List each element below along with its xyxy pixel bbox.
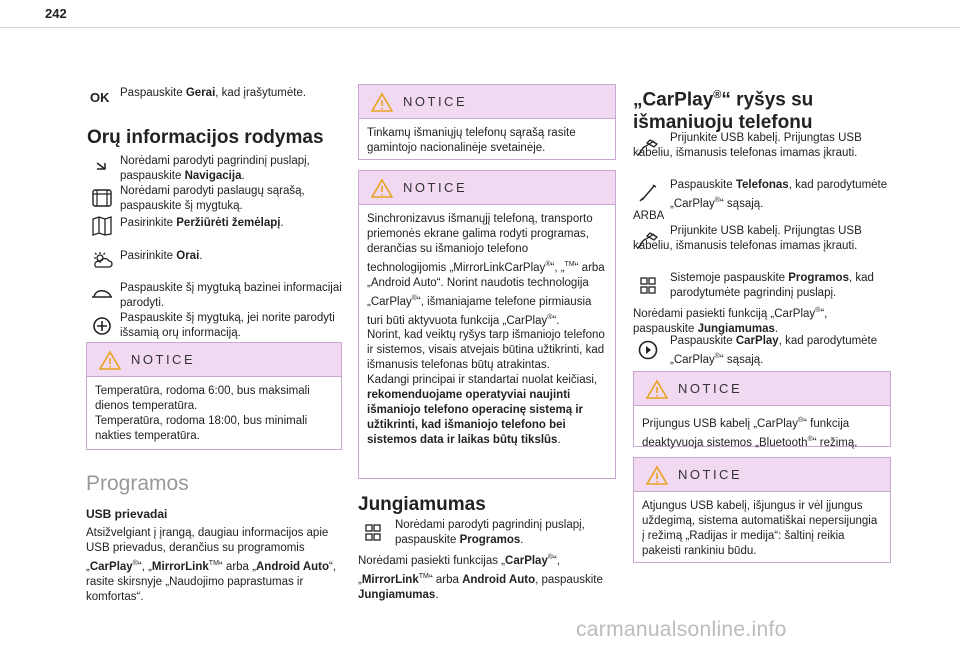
notice-box-synchronization bbox=[358, 170, 616, 479]
weather-step-2: Norėdami parodyti paslaugų sąrašą, paspauskite šį mygtuką. bbox=[120, 185, 305, 212]
weather-title: Orų informacijos rodymas bbox=[87, 127, 324, 148]
weather-step-4: Pasirinkite Orai. bbox=[120, 250, 203, 262]
notice-text: Atjungus USB kabelį, išjungus ir vėl įjungus uždegimą, sistema automatiškai nepersijungia į režimą „Radijas ir medija“: šaltinį reikia pakeisti rankiniu būdu. bbox=[642, 500, 878, 557]
notice-text: Tinkamų išmaniųjų telefonų sąrašą rasite gamintojo nacionalinėje svetainėje. bbox=[367, 127, 576, 154]
phone-handset-icon bbox=[635, 182, 661, 204]
notice-label: NOTICE bbox=[403, 180, 468, 195]
basic-info-icon bbox=[89, 283, 115, 305]
notice-label: NOTICE bbox=[678, 381, 743, 396]
weather-icon bbox=[89, 250, 115, 272]
or-separator: ARBA bbox=[633, 210, 665, 222]
notice-header bbox=[634, 372, 890, 406]
carplay-step-3: Prijunkite USB kabelį. Prijungtas USB kabeliu, išmanusis telefonas imamas įkrauti. bbox=[633, 225, 862, 252]
weather-step-3: Pasirinkite Peržiūrėti žemėlapį. bbox=[120, 217, 284, 229]
map-icon bbox=[89, 215, 115, 237]
plus-circle-icon bbox=[89, 315, 115, 337]
weather-step-6: Paspauskite šį mygtuką, jei norite parodyti išsamią orų informaciją. bbox=[120, 312, 335, 339]
notice-label: NOTICE bbox=[678, 467, 743, 482]
warning-triangle-icon bbox=[646, 465, 668, 485]
notice-header bbox=[87, 343, 341, 377]
notice-box-temperature bbox=[86, 342, 342, 450]
header-divider bbox=[0, 27, 960, 28]
notice-text: Temperatūra, rodoma 6:00, bus maksimali dienos temperatūra. Temperatūra, rodoma 18:00, bus minimali nakties temperatūra. bbox=[95, 385, 310, 442]
usb-ports-text: Atsižvelgiant į įrangą, daugiau informacijos apie USB prievadus, derančius su programomis „CarPlay®“, „MirrorLink™“ arba „Android Auto“, rasite skirsnyje „Naudojimo paprastumas ir komfortas“. bbox=[86, 527, 337, 603]
notice-text: Prijungus USB kabelį „CarPlay®“ funkcija deaktyvuoja sistemos „Bluetooth®“ režimą. bbox=[642, 417, 858, 449]
carplay-step-1: Prijunkite USB kabelį. Prijungtas USB kabeliu, išmanusis telefonas imamas įkrauti. bbox=[633, 132, 862, 159]
usb-ports-title: USB prievadai bbox=[86, 507, 168, 521]
connectivity-step-2: Norėdami pasiekti funkcijas „CarPlay®“, „MirrorLink™“ arba Android Auto, paspauskite Jungiamumas. bbox=[358, 554, 603, 601]
carplay-step-5: Norėdami pasiekti funkciją „CarPlay®“, paspauskite Jungiamumas. bbox=[633, 307, 828, 335]
carplay-step-4: Sistemoje paspauskite Programos, kad parodytumėte pagrindinį puslapį. bbox=[670, 272, 874, 299]
notice-header bbox=[359, 85, 615, 119]
connectivity-step-1: Norėdami parodyti pagrindinį puslapį, paspauskite Programos. bbox=[395, 519, 585, 546]
carplay-step-6: Paspauskite CarPlay, kad parodytumėte „CarPlay®“ sąsają. bbox=[670, 335, 878, 366]
warning-triangle-icon bbox=[371, 92, 393, 112]
warning-triangle-icon bbox=[646, 379, 668, 399]
notice-label: NOTICE bbox=[403, 94, 468, 109]
warning-triangle-icon bbox=[99, 350, 121, 370]
ok-icon: OK bbox=[90, 90, 110, 105]
carplay-step-2: Paspauskite Telefonas, kad parodytumėte „CarPlay®“ sąsają. bbox=[670, 179, 888, 210]
connectivity-title: Jungiamumas bbox=[358, 494, 486, 515]
notice-header bbox=[359, 171, 615, 205]
carplay-icon bbox=[635, 339, 661, 361]
apps-grid-icon-2 bbox=[635, 275, 661, 297]
notice-box-bluetooth bbox=[633, 371, 891, 447]
programs-title: Programos bbox=[86, 472, 189, 495]
carplay-title: „CarPlay®“ ryšys su išmaniuoju telefonu bbox=[633, 89, 814, 134]
notice-text: Sinchronizavus išmanųjį telefoną, transporto priemonės ekrane galima rodyti programas, derančias su išmaniojo telefono technologijomis „MirrorLinkCarPlay®“, „™“ arba „Android Auto“. Norint naudotis technologija „CarPlay®“, išmaniajame telefone pirmiausia turi būti aktyvuota funkcija „CarPlay®“. Norint, kad veiktų ryšys tarp išmaniojo telefono ir sistemos, visais atvejais būtina užtikrinti, kad išmanusis telefonas būtų atrakintas. Kadangi principai ir standartai nuolat keičiasi, rekomenduojame operatyviai naujinti išmaniojo telefono operacinę sistemą ir užtikrinti, kad išmaniojo telefono bei sistemos data ir laikas būtų tikslūs. bbox=[367, 213, 605, 447]
notice-header bbox=[634, 458, 890, 492]
warning-triangle-icon bbox=[371, 178, 393, 198]
ok-instruction: Paspauskite Gerai, kad įrašytumėte. bbox=[120, 87, 307, 99]
navigation-arrow-icon bbox=[89, 158, 115, 180]
weather-step-5: Paspauskite šį mygtuką bazinei informacijai parodyti. bbox=[120, 282, 342, 309]
notice-label: NOTICE bbox=[131, 352, 196, 367]
page-number: 242 bbox=[45, 6, 67, 21]
notice-box-usb-disconnect bbox=[633, 457, 891, 563]
services-list-icon bbox=[89, 187, 115, 209]
apps-grid-icon bbox=[360, 522, 386, 544]
watermark: carmanualsonline.info bbox=[576, 618, 787, 641]
notice-box-phone-list bbox=[358, 84, 616, 160]
weather-step-1: Norėdami parodyti pagrindinį puslapį, paspauskite Navigacija. bbox=[120, 155, 310, 182]
